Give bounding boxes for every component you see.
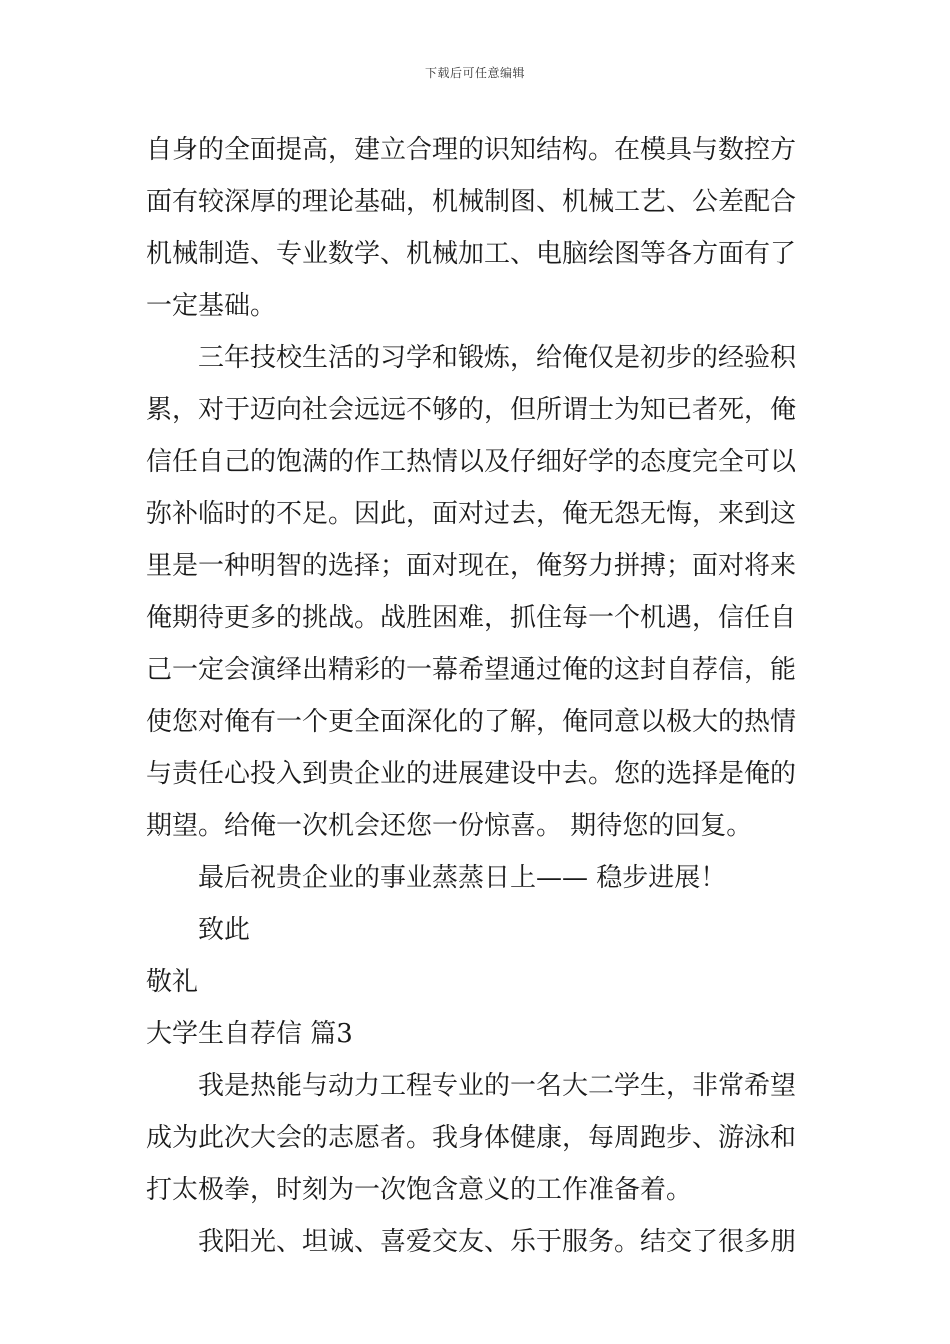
document-body <box>146 124 806 1268</box>
paragraph-line: 与责任心投入到贵企业的进展建设中去。您的选择是俺的 <box>146 759 797 789</box>
paragraph-line: 自身的全面提高，建立合理的识知结构。在模具与数控方 <box>146 135 797 165</box>
paragraph-line: 俺期待更多的挑战。战胜困难，抓住每一个机遇，信任自 <box>146 603 797 633</box>
paragraph-line: 面有较深厚的理论基础，机械制图、机械工艺、公差配合 <box>146 187 797 217</box>
paragraph-line: 弥补临时的不足。因此，面对过去，俺无怨无悔，来到这 <box>146 499 797 529</box>
paragraph-line: 期望。给俺一次机会还您一份惊喜。 期待您的回复。 <box>146 811 753 841</box>
paragraph-line: 里是一种明智的选择；面对现在，俺努力拼搏；面对将来 <box>146 551 797 581</box>
paragraph-line: 累，对于迈向社会远远不够的，但所谓士为知已者死，俺 <box>146 395 797 425</box>
paragraph-line: 使您对俺有一个更全面深化的了解，俺同意以极大的热情 <box>146 707 797 737</box>
paragraph-line: 三年技校生活的习学和锻炼，给俺仅是初步的经验积 <box>198 343 797 373</box>
paragraph-line: 成为此次大会的志愿者。我身体健康，每周跑步、游泳和 <box>146 1123 797 1153</box>
paragraph-line: 我是热能与动力工程专业的一名大二学生，非常希望 <box>198 1071 797 1101</box>
salutation-zhici: 致此 <box>198 915 251 945</box>
page-header-note: 下载后可任意编辑 <box>424 66 525 80</box>
salutation-jingli: 敬礼 <box>146 967 199 997</box>
paragraph-line: 己一定会演绎出精彩的一幕希望通过俺的这封自荐信，能 <box>146 655 797 685</box>
paragraph-line: 信任自己的饱满的作工热情以及仔细好学的态度完全可以 <box>146 447 797 477</box>
paragraph-line: 打太极拳，时刻为一次饱含意义的工作准备着。 <box>146 1175 693 1205</box>
closing-wish: 最后祝贵企业的事业蒸蒸日上—— 稳步进展！ <box>198 863 727 893</box>
paragraph-line: 我阳光、坦诚、喜爱交友、乐于服务。结交了很多朋 <box>198 1227 797 1257</box>
section-title: 大学生自荐信 篇3 <box>146 1019 353 1049</box>
paragraph-line: 机械制造、专业数学、机械加工、电脑绘图等各方面有了 <box>146 239 797 269</box>
paragraph-line: 一定基础。 <box>146 291 277 321</box>
